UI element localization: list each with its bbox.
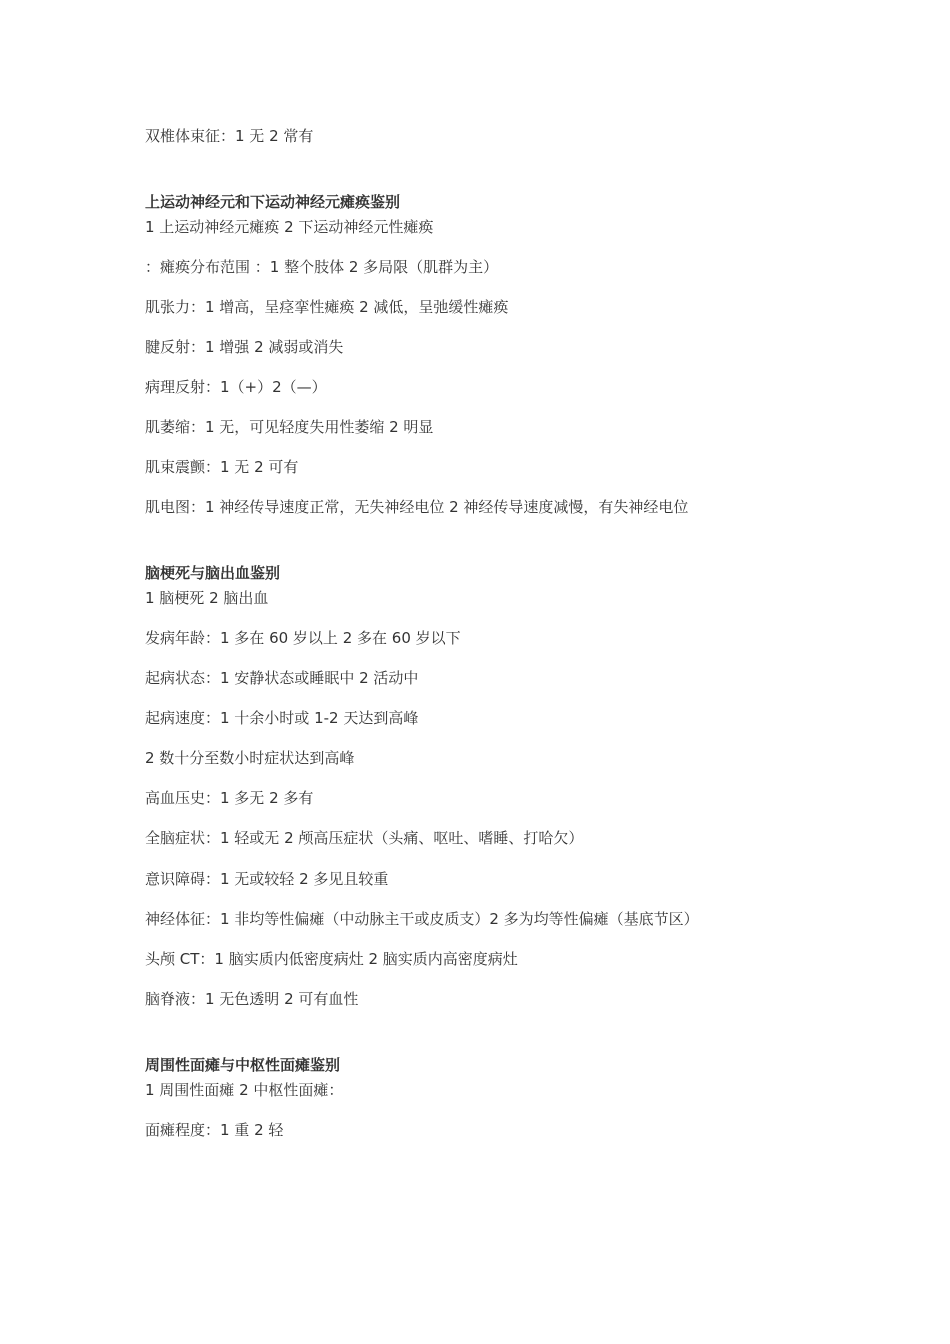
- section-line: 1 上运动神经元瘫痪 2 下运动神经元性瘫痪: [145, 218, 434, 236]
- section-line: 肌电图：1 神经传导速度正常，无失神经电位 2 神经传导速度减慢，有失神经电位: [145, 498, 689, 516]
- section-line: 发病年龄：1 多在 60 岁以上 2 多在 60 岁以下: [145, 629, 461, 647]
- section-line: 1 脑梗死 2 脑出血: [145, 589, 269, 607]
- section-line: ：瘫痪分布范围 ：1 整个肢体 2 多局限（肌群为主）: [145, 258, 499, 276]
- section-line: 面瘫程度：1 重 2 轻: [145, 1121, 284, 1139]
- section-line: 起病速度：1 十余小时或 1-2 天达到高峰: [145, 709, 419, 727]
- section-line: 高血压史：1 多无 2 多有: [145, 789, 314, 807]
- section-line: 肌束震颤：1 无 2 可有: [145, 458, 299, 476]
- section-line: 2 数十分至数小时症状达到高峰: [145, 749, 355, 767]
- section-line: 意识障碍：1 无或较轻 2 多见且较重: [145, 870, 389, 888]
- section-line: 脑脊液：1 无色透明 2 可有血性: [145, 990, 359, 1008]
- section-heading-facial-paralysis: 周围性面瘫与中枢性面瘫鉴别: [145, 1056, 341, 1074]
- section-line: 起病状态：1 安静状态或睡眠中 2 活动中: [145, 669, 419, 687]
- section-line: 腱反射：1 增强 2 减弱或消失: [145, 338, 344, 356]
- section-line: 病理反射：1（+）2（—）: [145, 378, 327, 396]
- intro-line: 双椎体束征：1 无 2 常有: [145, 127, 314, 145]
- section-line: 头颅 CT：1 脑实质内低密度病灶 2 脑实质内高密度病灶: [145, 950, 518, 968]
- section-line: 肌萎缩：1 无，可见轻度失用性萎缩 2 明显: [145, 418, 434, 436]
- section-line: 1 周围性面瘫 2 中枢性面瘫：: [145, 1081, 344, 1099]
- section-line: 全脑症状：1 轻或无 2 颅高压症状（头痛、呕吐、嗜睡、打哈欠）: [145, 829, 584, 847]
- section-heading-infarction-hemorrhage: 脑梗死与脑出血鉴别: [145, 564, 281, 582]
- section-line: 神经体征：1 非均等性偏瘫（中动脉主干或皮质支）2 多为均等性偏瘫（基底节区）: [145, 910, 699, 928]
- section-line: 肌张力：1 增高，呈痉挛性瘫痪 2 减低，呈弛缓性瘫痪: [145, 298, 509, 316]
- section-heading-upper-lower-motor-neuron: 上运动神经元和下运动神经元瘫痪鉴别: [145, 193, 401, 211]
